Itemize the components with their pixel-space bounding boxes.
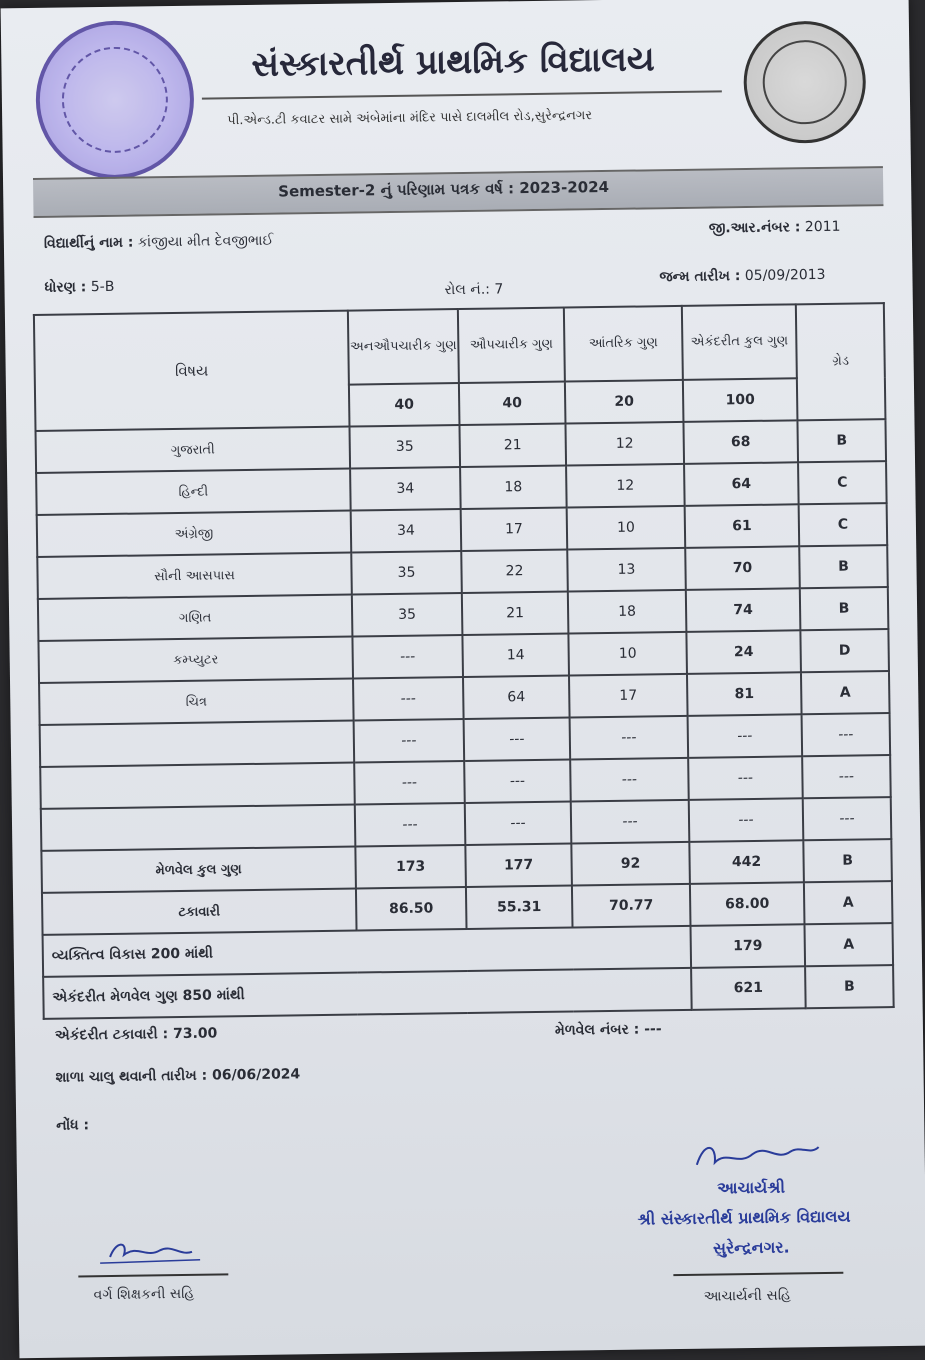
school-name: સંસ્કારતીર્થ પ્રાથમિક વિદ્યાલય bbox=[251, 39, 656, 85]
result-sheet bbox=[1, 0, 925, 1358]
row-internal: --- bbox=[570, 758, 689, 802]
table-header-row bbox=[34, 303, 885, 389]
gr-number-field bbox=[709, 219, 841, 237]
row-internal: --- bbox=[570, 716, 689, 760]
percentage-total: 68.00 bbox=[690, 882, 805, 926]
rank-obtained: મેળવેલ નંબર : --- bbox=[554, 1021, 662, 1039]
row-internal: 12 bbox=[566, 464, 685, 508]
row-subject: અંગ્રેજી bbox=[37, 511, 352, 557]
row-total: 61 bbox=[685, 504, 800, 548]
row-informal: 35 bbox=[349, 425, 460, 469]
dob-field bbox=[659, 267, 825, 285]
personality-grade: A bbox=[804, 923, 893, 966]
max-total: 100 bbox=[683, 378, 798, 422]
row-formal: --- bbox=[465, 802, 572, 845]
header-total: એકંદરીત કુલ ગુણ bbox=[682, 304, 797, 380]
class-label: ધોરણ : bbox=[44, 279, 87, 296]
personality-total: 179 bbox=[690, 924, 805, 968]
row-subject: હિન્દી bbox=[36, 469, 351, 515]
note-label: નોંધ : bbox=[56, 1117, 90, 1134]
roll-number-field bbox=[444, 281, 503, 298]
principal-city: સુરેન્દ્રનગર. bbox=[712, 1237, 790, 1258]
class-field bbox=[44, 279, 114, 296]
dob-value: 05/09/2013 bbox=[744, 266, 826, 285]
obtained-informal: 173 bbox=[355, 845, 466, 889]
row-grade: --- bbox=[803, 797, 892, 840]
principal-school: શ્રી સંસ્કારતીર્થ પ્રાથમિક વિદ્યાલય bbox=[637, 1206, 851, 1229]
row-formal: 14 bbox=[462, 634, 569, 677]
row-grade: B bbox=[800, 587, 889, 630]
max-internal: 20 bbox=[565, 380, 684, 424]
row-formal: 18 bbox=[460, 466, 567, 509]
student-name-value: કાંજીયા મીત દેવજીભાઈ bbox=[137, 232, 274, 251]
header-subject: વિષય bbox=[34, 311, 350, 431]
overall-percentage: એકંદરીત ટકાવારી : 73.00 bbox=[54, 1025, 218, 1044]
row-informal: 34 bbox=[350, 467, 461, 511]
teacher-sign-label: વર્ગ શિક્ષકની સહિ bbox=[93, 1285, 195, 1304]
row-formal: 64 bbox=[463, 676, 570, 719]
row-grade: B bbox=[799, 545, 888, 588]
row-internal: 17 bbox=[569, 674, 688, 718]
row-formal: --- bbox=[464, 718, 571, 761]
principal-title: આચાર્યશ્રી bbox=[717, 1177, 786, 1198]
percentage-formal: 55.31 bbox=[466, 886, 573, 929]
teacher-sign-line bbox=[78, 1273, 228, 1277]
row-total: --- bbox=[688, 756, 803, 800]
roll-number-label: રોલ નં.: bbox=[444, 281, 491, 299]
row-informal: 34 bbox=[351, 509, 462, 553]
row-total: 74 bbox=[686, 588, 801, 632]
principal-sign-line bbox=[673, 1272, 843, 1276]
teacher-signature bbox=[80, 1233, 230, 1271]
obtained-label: મેળવેલ કુલ ગુણ bbox=[41, 847, 356, 893]
row-formal: 21 bbox=[462, 592, 569, 635]
row-subject: ગુજરાતી bbox=[36, 427, 351, 473]
percentage-internal: 70.77 bbox=[572, 884, 691, 928]
school-start-date: શાળા ચાલુ થવાની તારીખ : 06/06/2024 bbox=[55, 1066, 301, 1086]
row-formal: 17 bbox=[461, 508, 568, 551]
header-informal: અનઔપચારીક ગુણ bbox=[348, 309, 459, 385]
row-subject bbox=[40, 763, 355, 809]
roll-number-value: 7 bbox=[494, 281, 504, 298]
personality-label: વ્યક્તિત્વ વિકાસ 200 માંથી bbox=[43, 926, 692, 977]
row-subject bbox=[40, 721, 355, 767]
row-informal: --- bbox=[355, 803, 466, 847]
row-internal: 12 bbox=[565, 422, 684, 466]
row-grade: D bbox=[800, 629, 889, 672]
obtained-total: 442 bbox=[689, 840, 804, 884]
row-grade: --- bbox=[802, 713, 891, 756]
row-informal: --- bbox=[354, 719, 465, 763]
gr-number-label: જી.આર.નંબર : bbox=[708, 219, 801, 237]
max-informal: 40 bbox=[349, 383, 460, 427]
obtained-grade: B bbox=[803, 839, 892, 882]
dob-label: જન્મ તારીખ : bbox=[659, 268, 741, 286]
row-subject: ગણિત bbox=[38, 595, 353, 641]
obtained-internal: 92 bbox=[571, 842, 690, 886]
student-name-label: વિદ્યાર્થીનું નામ : bbox=[43, 234, 134, 252]
overall-label: એકંદરીત મેળવેલ ગુણ 850 માંથી bbox=[43, 968, 692, 1019]
row-internal: 10 bbox=[568, 632, 687, 676]
percentage-grade: A bbox=[804, 881, 893, 924]
class-value: 5-B bbox=[90, 278, 115, 296]
row-total: 70 bbox=[685, 546, 800, 590]
overall-total: 621 bbox=[691, 966, 806, 1010]
gr-number-value: 2011 bbox=[804, 218, 841, 236]
row-informal: 35 bbox=[351, 551, 462, 595]
school-logo bbox=[743, 20, 867, 144]
student-name-field bbox=[44, 233, 274, 252]
percentage-label: ટકાવારી bbox=[42, 889, 357, 935]
row-subject: ચિત્ર bbox=[39, 679, 354, 725]
row-subject: કમ્પ્યુટર bbox=[38, 637, 353, 683]
header-internal: આંતરિક ગુણ bbox=[564, 306, 683, 382]
row-grade: --- bbox=[802, 755, 891, 798]
school-seal-stamp bbox=[35, 20, 195, 180]
row-total: 81 bbox=[687, 672, 802, 716]
row-formal: 22 bbox=[461, 550, 568, 593]
row-grade: C bbox=[798, 461, 887, 504]
row-grade: B bbox=[797, 419, 886, 462]
header-formal: ઔપચારીક ગુણ bbox=[458, 308, 565, 383]
row-formal: --- bbox=[464, 760, 571, 803]
row-informal: --- bbox=[352, 635, 463, 679]
principal-sign-label: આચાર્યની સહિ bbox=[703, 1287, 792, 1305]
row-internal: 10 bbox=[567, 506, 686, 550]
row-internal: 13 bbox=[567, 548, 686, 592]
row-grade: C bbox=[799, 503, 888, 546]
row-total: 68 bbox=[683, 420, 798, 464]
row-total: --- bbox=[688, 714, 803, 758]
row-internal: --- bbox=[571, 800, 690, 844]
row-internal: 18 bbox=[568, 590, 687, 634]
obtained-formal: 177 bbox=[465, 844, 572, 887]
row-informal: --- bbox=[353, 677, 464, 721]
row-total: 64 bbox=[684, 462, 799, 506]
max-formal: 40 bbox=[459, 382, 566, 425]
header-grade: ગ્રેડ bbox=[796, 303, 886, 420]
marks-table bbox=[33, 302, 895, 1020]
row-total: 24 bbox=[686, 630, 801, 674]
report-title: Semester-2 નું પરિણામ પત્રક વર્ષ : 2023-2024 bbox=[278, 177, 610, 201]
school-address: પી.એન્ડ.ટી કવાટર સામે અંબેમાંના મંદિર પાસે દાલમીલ રોડ,સુરેન્દ્રનગર bbox=[227, 108, 593, 129]
row-total: --- bbox=[689, 798, 804, 842]
overall-grade: B bbox=[805, 965, 894, 1008]
row-grade: A bbox=[801, 671, 890, 714]
row-informal: 35 bbox=[352, 593, 463, 637]
percentage-informal: 86.50 bbox=[356, 887, 467, 931]
row-formal: 21 bbox=[459, 424, 566, 467]
row-subject: સૌની આસપાસ bbox=[37, 553, 352, 599]
principal-signature bbox=[686, 1135, 827, 1177]
row-informal: --- bbox=[354, 761, 465, 805]
row-subject bbox=[41, 805, 356, 851]
header-divider bbox=[202, 90, 722, 99]
